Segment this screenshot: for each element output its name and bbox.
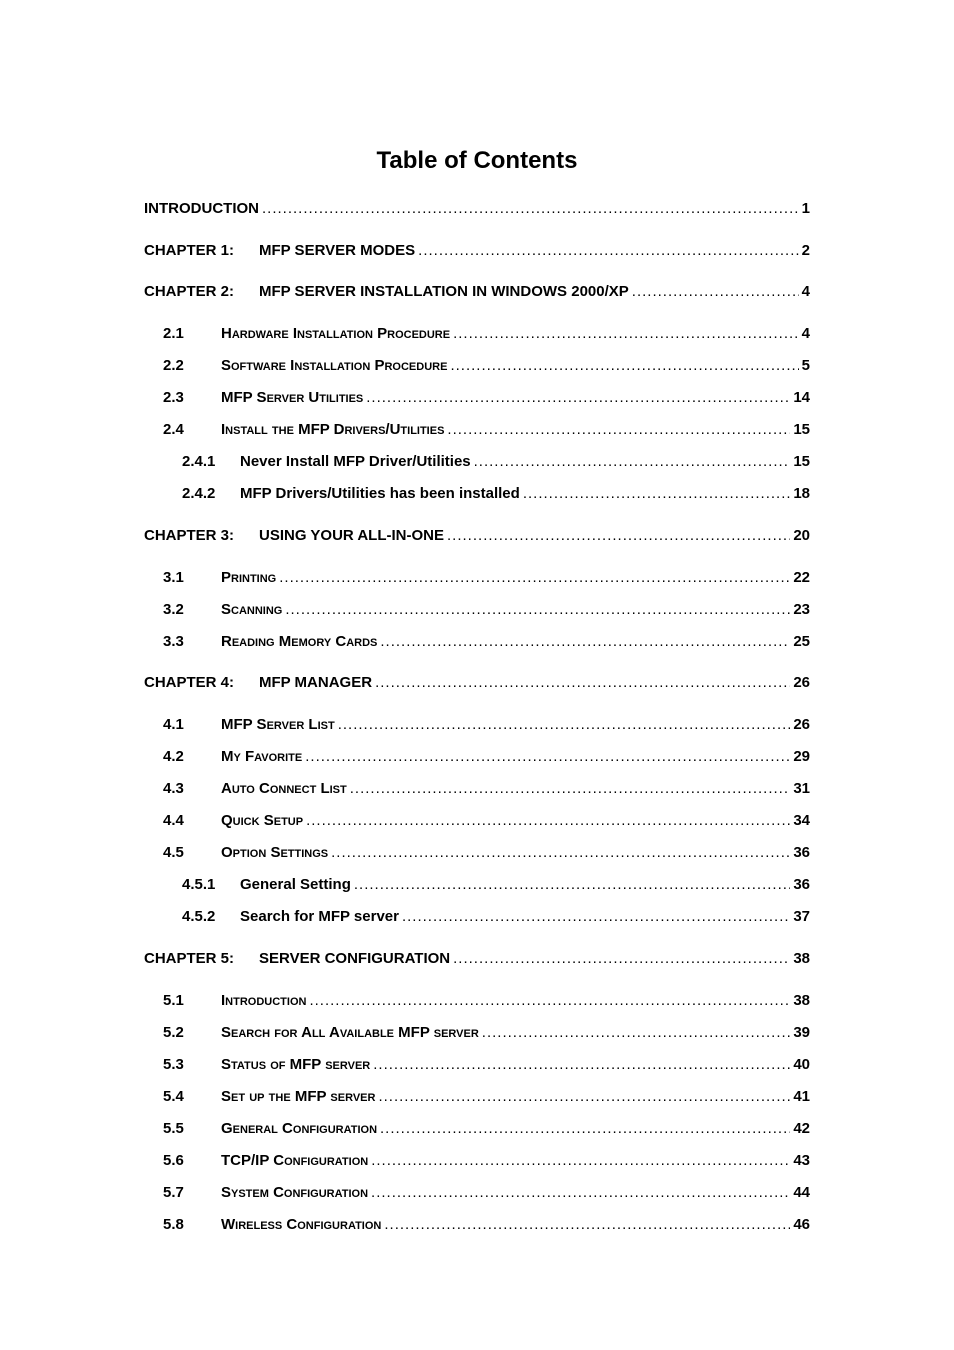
dot-leader	[366, 388, 790, 408]
toc-entry-title: Software Installation Procedure	[221, 357, 448, 374]
toc-entry-title: MFP Server Utilities	[221, 389, 364, 406]
toc-entry-title: Status of MFP server	[221, 1056, 371, 1073]
toc-entry-title: MFP SERVER MODES	[259, 242, 416, 259]
dot-leader	[380, 1119, 790, 1139]
toc-entry-number: 5.5	[163, 1120, 184, 1137]
toc-entry-5-8[interactable]	[163, 1215, 810, 1235]
dot-leader	[447, 420, 790, 440]
dot-leader	[331, 843, 790, 863]
toc-entry-5-7[interactable]	[163, 1183, 810, 1203]
toc-entry-chapter-2[interactable]	[144, 282, 810, 302]
toc-entry-title: Search for MFP server	[240, 908, 399, 925]
toc-entry-title: Quick Setup	[221, 812, 304, 829]
toc-entry-4-3[interactable]	[163, 779, 810, 799]
toc-entry-3-1[interactable]	[163, 568, 810, 588]
toc-entry-page: 36	[793, 844, 810, 861]
toc-entry-title: Auto Connect List	[221, 780, 347, 797]
toc-entry-page: 39	[793, 1024, 810, 1041]
toc-entry-title: Install the MFP Drivers/Utilities	[221, 421, 445, 438]
toc-entry-5-4[interactable]	[163, 1087, 810, 1107]
toc-entry-number: 4.5	[163, 844, 184, 861]
toc-entry-page: 14	[793, 389, 810, 406]
toc-entry-title: General Setting	[240, 876, 351, 893]
toc-entry-chapter-1[interactable]	[144, 241, 810, 261]
toc-entry-page: 41	[793, 1088, 810, 1105]
toc-entry-2-4[interactable]	[163, 420, 810, 440]
toc-entry-title: My Favorite	[221, 748, 303, 765]
toc-entry-2-1[interactable]	[163, 324, 810, 344]
toc-entry-number: 5.1	[163, 992, 184, 1009]
toc-entry-3-2[interactable]	[163, 600, 810, 620]
toc-entry-title: System Configuration	[221, 1184, 369, 1201]
dot-leader	[482, 1023, 791, 1043]
toc-entry-5-6[interactable]	[163, 1151, 810, 1171]
toc-entry-page: 38	[793, 950, 810, 967]
toc-entry-page: 31	[793, 780, 810, 797]
toc-entry-page: 43	[793, 1152, 810, 1169]
dot-leader	[378, 1087, 790, 1107]
toc-entry-title: Set up the MFP server	[221, 1088, 376, 1105]
toc-entry-number: 4.1	[163, 716, 184, 733]
dot-leader	[309, 991, 790, 1011]
toc-entry-5-2[interactable]	[163, 1023, 810, 1043]
dot-leader	[474, 452, 791, 472]
toc-entry-number: 2.3	[163, 389, 184, 406]
toc-entry-title: Search for All Available MFP server	[221, 1024, 479, 1041]
toc-entry-title: MFP Server List	[221, 716, 335, 733]
toc-entry-title: Option Settings	[221, 844, 329, 861]
toc-entry-title: Wireless Configuration	[221, 1216, 382, 1233]
toc-entry-number: 2.1	[163, 325, 184, 342]
dot-leader	[453, 324, 799, 344]
toc-entry-number: 2.2	[163, 357, 184, 374]
toc-entry-page: 26	[793, 716, 810, 733]
toc-entry-number: 3.3	[163, 633, 184, 650]
toc-entry-title: MFP Drivers/Utilities has been installed	[240, 485, 520, 502]
page-title: Table of Contents	[376, 147, 578, 174]
toc-entry-page: 38	[793, 992, 810, 1009]
toc-entry-page: 46	[793, 1216, 810, 1233]
dot-leader	[523, 484, 790, 504]
toc-entry-page: 2	[801, 242, 810, 259]
toc-entry-page: 34	[793, 812, 810, 829]
toc-entry-number: 2.4	[163, 421, 184, 438]
toc-entry-page: 4	[801, 325, 810, 342]
toc-entry-title: Printing	[221, 569, 277, 586]
dot-leader	[373, 1055, 790, 1075]
toc-entry-title: MFP SERVER INSTALLATION IN WINDOWS 2000/XP	[259, 283, 629, 300]
toc-entry-page: 15	[793, 421, 810, 438]
toc-entry-page: 23	[793, 601, 810, 618]
toc-entry-2-2[interactable]	[163, 356, 810, 376]
dot-leader	[350, 779, 791, 799]
dot-leader	[306, 811, 790, 831]
toc-entry-number: 5.4	[163, 1088, 184, 1105]
toc-entry-page: 18	[793, 485, 810, 502]
toc-entry-number: 5.8	[163, 1216, 184, 1233]
toc-entry-number: 5.3	[163, 1056, 184, 1073]
toc-entry-4-5[interactable]	[163, 843, 810, 863]
dot-leader	[371, 1151, 790, 1171]
toc-entry-page: 26	[793, 674, 810, 691]
toc-entry-5-1[interactable]	[163, 991, 810, 1011]
dot-leader	[380, 632, 790, 652]
toc-entry-number: CHAPTER 2:	[144, 283, 235, 300]
toc-entry-2-3[interactable]	[163, 388, 810, 408]
toc-entry-number: 4.3	[163, 780, 184, 797]
toc-entry-introduction[interactable]	[144, 199, 810, 219]
toc-entry-number: 5.7	[163, 1184, 184, 1201]
toc-entry-page: 5	[801, 357, 810, 374]
toc-entry-title: MFP MANAGER	[259, 674, 373, 691]
toc-entry-3-3[interactable]	[163, 632, 810, 652]
toc-entry-chapter-4[interactable]	[144, 673, 810, 693]
toc-entry-5-3[interactable]	[163, 1055, 810, 1075]
toc-entry-number: 4.5.1	[182, 876, 216, 893]
toc-entry-title: Reading Memory Cards	[221, 633, 378, 650]
toc-entry-title: INTRODUCTION	[144, 200, 259, 217]
toc-entry-2-4-1[interactable]	[182, 452, 810, 472]
toc-entry-title: Hardware Installation Procedure	[221, 325, 451, 342]
toc-entry-number: 4.2	[163, 748, 184, 765]
toc-entry-4-5-2[interactable]	[182, 907, 810, 927]
toc-entry-page: 29	[793, 748, 810, 765]
dot-leader	[402, 907, 790, 927]
toc-entry-number: CHAPTER 5:	[144, 950, 235, 967]
toc-entry-page: 37	[793, 908, 810, 925]
toc-entry-4-1[interactable]	[163, 715, 810, 735]
toc-entry-title: Introduction	[221, 992, 307, 1009]
toc-entry-number: CHAPTER 3:	[144, 527, 235, 544]
toc-entry-page: 15	[793, 453, 810, 470]
dot-leader	[279, 568, 790, 588]
toc-entry-title: General Configuration	[221, 1120, 378, 1137]
toc-entry-number: 4.4	[163, 812, 184, 829]
dot-leader	[384, 1215, 790, 1235]
dot-leader	[453, 949, 790, 969]
toc-entry-number: 2.4.2	[182, 485, 216, 502]
toc-entry-number: 3.2	[163, 601, 184, 618]
dot-leader	[285, 600, 790, 620]
toc-entry-page: 40	[793, 1056, 810, 1073]
toc-entry-page: 44	[793, 1184, 810, 1201]
dot-leader	[450, 356, 798, 376]
toc-entry-title: TCP/IP Configuration	[221, 1152, 369, 1169]
dot-leader	[447, 526, 790, 546]
toc-entry-5-5[interactable]	[163, 1119, 810, 1139]
toc-entry-page: 1	[801, 200, 810, 217]
toc-entry-4-4[interactable]	[163, 811, 810, 831]
toc-entry-page: 22	[793, 569, 810, 586]
dot-leader	[305, 747, 790, 767]
toc-entry-number: 5.6	[163, 1152, 184, 1169]
toc-entry-4-5-1[interactable]	[182, 875, 810, 895]
toc-entry-number: 4.5.2	[182, 908, 216, 925]
toc-entry-chapter-5[interactable]	[144, 949, 810, 969]
toc-entry-page: 36	[793, 876, 810, 893]
toc-entry-page: 42	[793, 1120, 810, 1137]
toc-entry-number: CHAPTER 4:	[144, 674, 235, 691]
toc-entry-page: 4	[801, 283, 810, 300]
toc-entry-title: Never Install MFP Driver/Utilities	[240, 453, 471, 470]
toc-entry-number: 5.2	[163, 1024, 184, 1041]
toc-entry-4-2[interactable]	[163, 747, 810, 767]
dot-leader	[418, 241, 799, 261]
toc-entry-chapter-3[interactable]	[144, 526, 810, 546]
dot-leader	[338, 715, 791, 735]
toc-entry-2-4-2[interactable]	[182, 484, 810, 504]
toc-entry-title: SERVER CONFIGURATION	[259, 950, 451, 967]
dot-leader	[354, 875, 790, 895]
toc-entry-number: 2.4.1	[182, 453, 216, 470]
dot-leader	[632, 282, 799, 302]
toc-entry-title: USING YOUR ALL-IN-ONE	[259, 527, 445, 544]
toc-entry-number: 3.1	[163, 569, 184, 586]
dot-leader	[371, 1183, 790, 1203]
dot-leader	[262, 199, 799, 219]
toc-entry-page: 25	[793, 633, 810, 650]
toc-entry-page: 20	[793, 527, 810, 544]
toc-entry-title: Scanning	[221, 601, 283, 618]
toc-entry-number: CHAPTER 1:	[144, 242, 235, 259]
dot-leader	[375, 673, 790, 693]
